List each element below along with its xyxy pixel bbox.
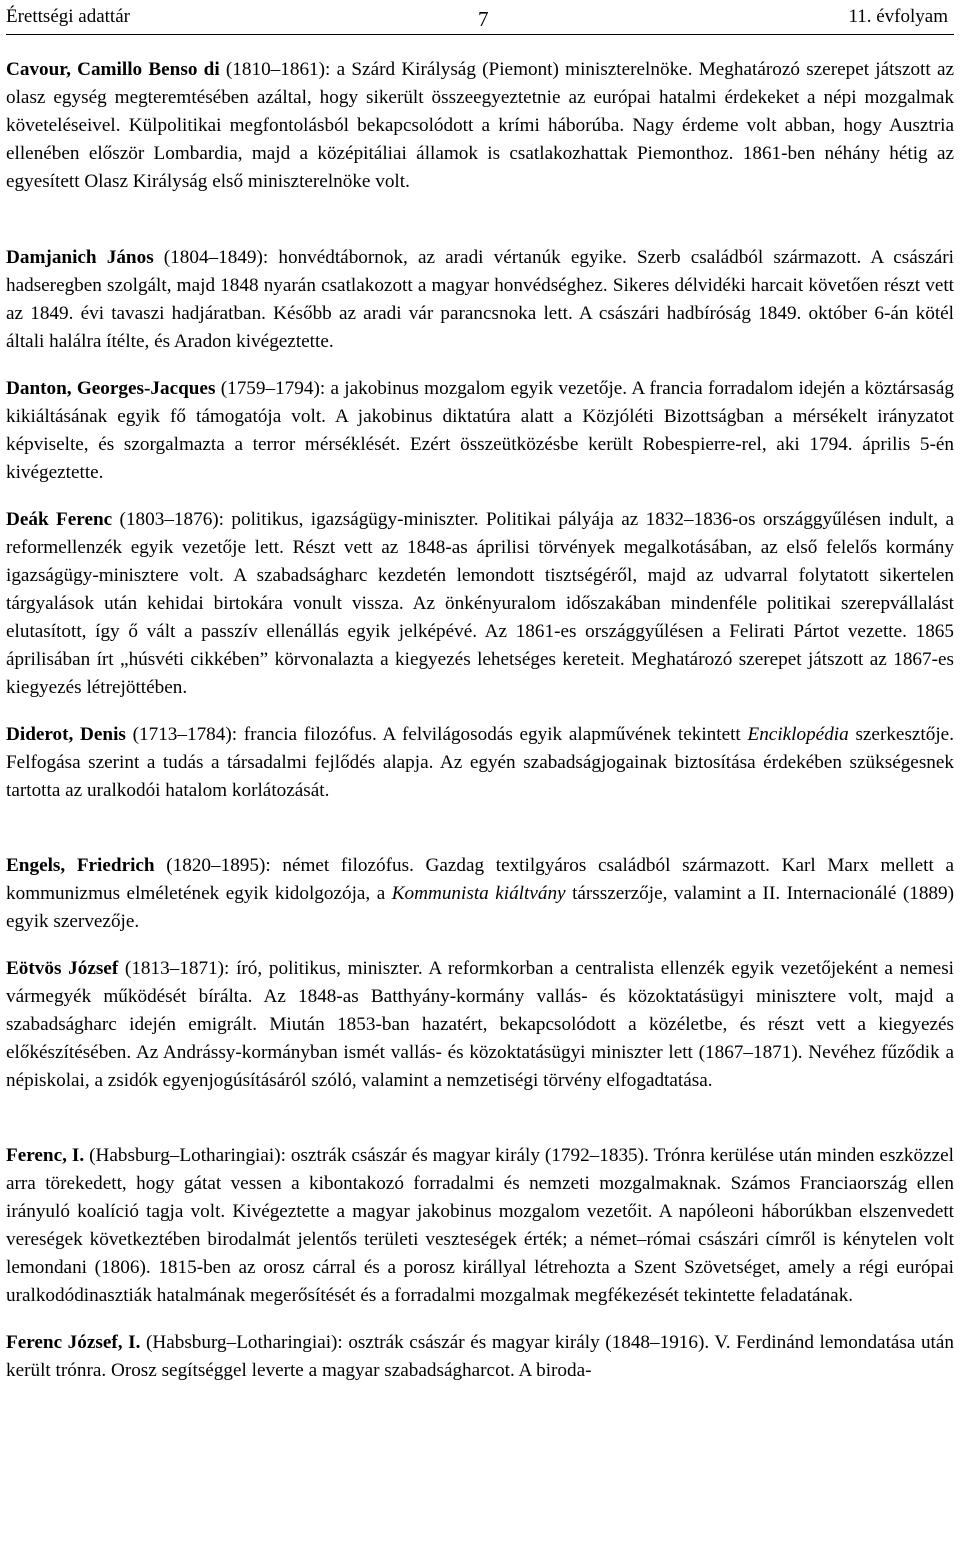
spacer — [6, 356, 954, 375]
entry-term: Diderot, Denis — [6, 724, 126, 745]
entry-danton — [6, 375, 954, 487]
entry-text: (1804–1849): honvédtábornok, az aradi vértanúk egyike. Szerb családból származott. A császári hadseregben szolgált, majd 1848 nyarán csatlakozott a magyar honvédséghez. Sikeres délvidéki harcait követően részt vett az 1849. évi tavaszi hadjáratban. Később az aradi vár parancsnoka lett. A császári hadbíróság 1849. október 6-án kötél általi halálra ítélte, és Aradon kivégeztette. — [6, 247, 954, 352]
glossary-entries — [6, 56, 954, 1385]
spacer — [6, 1095, 954, 1142]
entry-italic-title: Enciklopédia — [747, 724, 849, 745]
header-title: Érettségi adattár — [6, 6, 130, 27]
entry-text: (1713–1784): francia filozófus. A felvilágosodás egyik alapművének tekintett — [125, 724, 748, 745]
header-grade: 11. évfolyam — [848, 6, 948, 27]
entry-diderot — [6, 721, 954, 805]
entry-text: szerkesztője. Felfogása szerint a tudás a társadalmi fejlődés alapja. Az egyén szabadságjogainak biztosítása érdekében szükségesnek tartotta az uralkodói hatalom korlátozását. — [6, 724, 954, 801]
entry-deak — [6, 506, 954, 702]
entry-text: társszerzője, valamint a II. Internacionálé (1889) egyik szervezője. — [6, 883, 954, 932]
entry-text: (1759–1794): a jakobinus mozgalom egyik vezetője. A francia forradalom idején a köztársaság kikiáltásának egyik fő támogatója volt. A jakobinus diktatúra alatt a Közjóléti Bizottságban a mérsékelt irányzatot képviselte, és szorgalmazta a terror mérséklését. Ezért összeütközésbe került Robespierre-rel, aki 1794. április 5-én kivégeztette. — [6, 378, 955, 483]
entry-term: Ferenc József, I. — [6, 1332, 141, 1353]
entry-text: (Habsburg–Lotharingiai): osztrák császár és magyar király (1792–1835). Trónra kerülése után minden eszközzel arra törekedett, hogy gátat vessen a kibontakozó forradalmi és nemzeti mozgalmaknak. Számos Franciaország ellen irányuló koalíció tagja volt. Kivégeztette a magyar jakobinus mozgalom vezetőit. A napóleoni háborúkban elszenvedett vereségek következtében birodalmát jelentős területi veszteségek érték; a német–római császári címről is kénytelen volt lemondani (1806). 1815-ben az orosz cárral és a porosz királlyal létrehozta a Szent Szövetséget, amely a régi európai uralkodódinasztiák hatalmának megerősítését és a forradalmi mozgalmak megfékezését tekintette feladatának. — [6, 1145, 954, 1306]
entry-eotvos — [6, 955, 954, 1095]
entry-ferenc-jozsef — [6, 1329, 954, 1385]
spacer — [6, 936, 954, 955]
entry-term: Deák Ferenc — [6, 509, 113, 530]
spacer — [6, 1310, 954, 1329]
entry-cavour — [6, 56, 954, 196]
entry-text: (Habsburg–Lotharingiai): osztrák császár és magyar király (1848–1916). V. Ferdinánd lemondatása után került trónra. Orosz segítséggel leverte a magyar szabadságharcot. A biroda- — [6, 1332, 955, 1381]
header-divider — [6, 34, 954, 35]
entry-text: (1803–1876): politikus, igazságügy-miniszter. Politikai pályája az 1832–1836-os országgyűlésen indult, a reformellenzék egyik vezetője lett. Részt vett az 1848-as áprilisi törvények megalkotásában, az első felelős kormány igazságügy-minisztere volt. A szabadságharc kezdetén lemondott tisztségéről, majd az udvarral folytatott sikertelen tárgyalások után kehidai birtokára vonult vissza. Az önkényuralom időszakában mindenféle politikai szerepvállalást elutasított, így ő vált a passzív ellenállás egyik jelképévé. Az 1861-es országgyűlésen a Felirati Pártot vezette. 1865 áprilisában írt „húsvéti cikkében” körvonalazta a kiegyezés lehetséges kereteit. Meghatározó szerepet játszott az 1867-es kiegyezés létrejöttében. — [6, 509, 955, 698]
spacer — [6, 702, 954, 721]
entry-text: (1813–1871): író, politikus, miniszter. A reformkorban a centralista ellenzék egyik vezetőjeként a nemesi vármegyék működését bírálta. Az 1848-as Batthyány-kormány vallás- és közoktatásügyi minisztere volt, majd a szabadságharc idején emigrált. Miután 1853-ban hazatért, bekapcsolódott a közéletbe, és részt vett a kiegyezés előkészítésében. Az Andrássy-kormányban ismét vallás- és közoktatásügyi miniszter lett (1867–1871). Nevéhez fűződik a népiskolai, a zsidók egyenjogúsításáról szóló, valamint a nemzetiségi törvény elfogadtatása. — [6, 958, 954, 1091]
entry-term: Eötvös József — [6, 958, 119, 979]
page-header — [6, 0, 954, 34]
entry-ferenc-i — [6, 1142, 954, 1310]
entry-term: Ferenc, I. — [6, 1145, 85, 1166]
spacer — [6, 487, 954, 506]
entry-term: Damjanich János — [6, 247, 154, 268]
entry-term: Cavour, Camillo Benso di — [6, 59, 220, 80]
entry-engels — [6, 852, 954, 936]
entry-text: (1810–1861): a Szárd Királyság (Piemont) miniszterelnöke. Meghatározó szerepet játszott az olasz egység megteremtésében azáltal, hogy sikerült összeegyeztetnie az európai hatalmi érdekeket a népi mozgalmak követeléseivel. Külpolitikai megfontolásból bekapcsolódott a krími háborúba. Nagy érdeme volt abban, hogy Ausztria ellenében először Lombardia, majd a középitáliai államok is csatlakozhattak Piemonthoz. 1861-ben néhány hétig az egyesített Olasz Királyság első miniszterelnöke volt. — [6, 59, 954, 192]
spacer — [6, 805, 954, 852]
entry-italic-title: Kommunista kiáltvány — [391, 883, 566, 904]
spacer — [6, 196, 954, 244]
page-number: 7 — [478, 7, 489, 31]
entry-term: Danton, Georges-Jacques — [6, 378, 216, 399]
entry-term: Engels, Friedrich — [6, 855, 155, 876]
entry-damjanich — [6, 244, 954, 356]
entry-text: (1820–1895): német filozófus. Gazdag textilgyáros családból származott. Karl Marx mellett a kommunizmus elméletének egyik kidolgozója, a — [6, 855, 954, 904]
